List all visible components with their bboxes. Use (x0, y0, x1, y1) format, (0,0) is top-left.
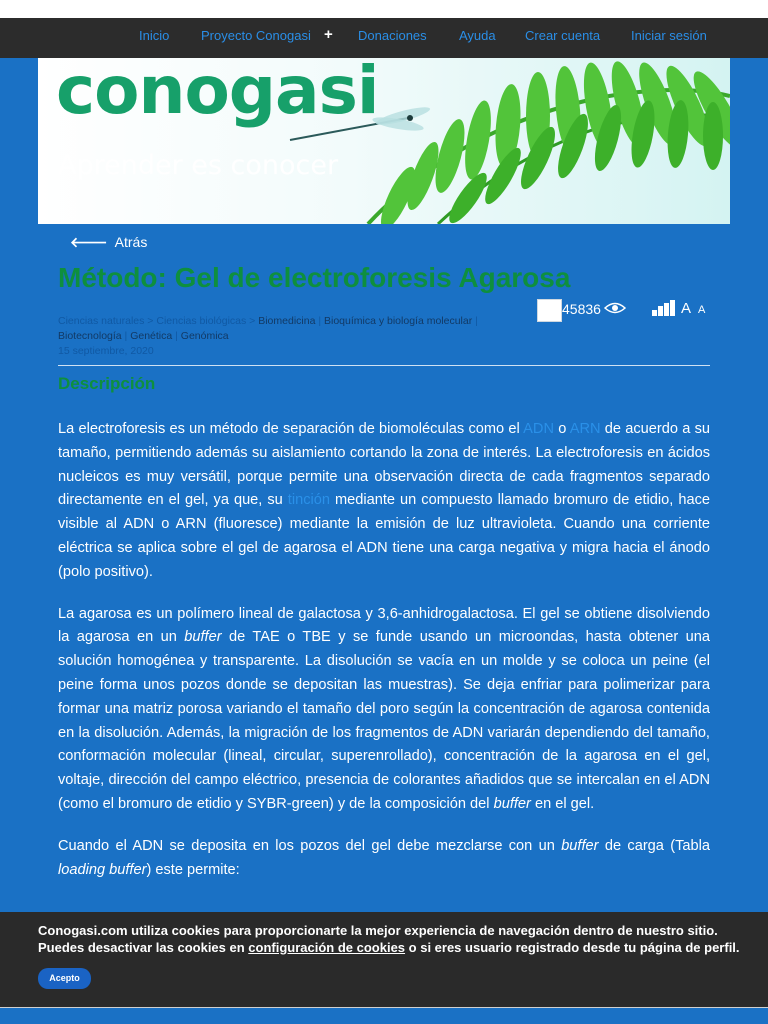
back-button[interactable] (70, 234, 147, 251)
accept-cookies-button[interactable]: Acepto (38, 968, 91, 989)
font-size-level-icon[interactable] (652, 300, 676, 316)
nav-donaciones[interactable]: Donaciones (358, 28, 427, 43)
paragraph-2: La agarosa es un polímero lineal de galactosa y 3,6-anhidrogalactosa. El gel se obtiene disolviendo la agarosa en un buffer de TAE o TBE y se funde usando un microondas, hasta obtener una solución homogénea y transparente. La disolución se vacía en un molde y se coloca un peine (el peine forma unos pozos donde se depositan las muestras). Se deja enfriar para polimerizar para formar una matriz porosa variando el tamaño del poro según la concentración de agarosa contenida en la disolución. Además, la migración de los fragmentos de ADN variarán dependiendo del tamaño, conformación molecular (lineal, circular, superenrollado), concentración de la agarosa en el gel, voltaje, dirección del campo eléctrico, presencia de colorantes añadidos que se intercalan en el ADN (como el bromuro de etidio y SYBR-green) y de la composición del buffer en el gel. (58, 605, 710, 812)
eye-icon (604, 300, 626, 316)
cookie-settings-link[interactable]: configuración de cookies (248, 940, 406, 955)
tag-bioquimica[interactable]: Bioquímica y biología molecular (323, 315, 473, 327)
arrow-left-icon: 🡐 (70, 234, 108, 250)
fern-leaves-icon (368, 58, 730, 224)
tag-biotecnologia[interactable]: Biotecnología (58, 330, 122, 342)
tag-separator: | (472, 315, 478, 327)
main-nav (0, 18, 768, 58)
view-count: 45836 (562, 301, 601, 317)
cookie-message: Conogasi.com utiliza cookies para proporcionarte la mejor experiencia de navegación dentro de nuestro sitio. Puedes desactivar las cookies en configuración de cookies o si eres usuario registrado desde tu página de perfil. (38, 923, 740, 955)
font-decrease-button[interactable]: A (698, 304, 706, 316)
nav-proyecto-conogasi[interactable]: Proyecto Conogasi (201, 28, 311, 43)
paragraph-1: La electroforesis es un método de separación de biomoléculas como el ADN o ARN de acuerdo a su tamaño, permitiendo además su aislamiento cortando la zona de interés. La electroforesis en ácidos nucleicos es muy versátil, porque permite una observación directa de cada fragmentos separado directamente en el gel, ya que, su tinción mediante un compuesto llamado bromuro de etidio, hace visible al ADN o ARN (fluoresce) mediante la emisión de luz ultravioleta. Cuando una corriente eléctrica se aplica sobre el gel de agarosa el ADN tiene una carga negativa y migra hacia el ánodo (polo positivo). (58, 421, 711, 580)
article-body (58, 418, 710, 900)
nav-iniciar-sesion[interactable]: Iniciar sesión (631, 28, 707, 43)
top-strip (0, 0, 768, 18)
tag-genomica[interactable]: Genómica (180, 330, 229, 342)
conogasi-logo[interactable]: conogasi (56, 58, 379, 129)
breadcrumb-separator: > (144, 315, 157, 327)
breadcrumb-and-tags (58, 314, 518, 329)
breadcrumb-ciencias-naturales[interactable]: Ciencias naturales (58, 315, 145, 327)
tagline: Aprender es conocer (58, 150, 339, 181)
tag-genetica[interactable]: Genética (130, 330, 173, 342)
nav-inicio[interactable]: Inicio (139, 28, 170, 43)
breadcrumb-ciencias-biologicas[interactable]: Ciencias biológicas (156, 315, 247, 327)
page-bottom (0, 1008, 768, 1024)
tag-separator: | (315, 315, 324, 327)
tag-separator: | (121, 330, 131, 342)
breadcrumb-separator: > (246, 315, 259, 327)
link-adn[interactable]: ADN (523, 421, 554, 437)
cookie-banner (0, 912, 768, 1008)
section-heading-descripcion: Descripción (58, 374, 156, 393)
tags-line-2 (58, 329, 518, 344)
author-thumbnail[interactable] (537, 299, 562, 322)
tag-biomedicina[interactable]: Biomedicina (258, 315, 316, 327)
link-arn[interactable]: ARN (569, 421, 601, 437)
nav-crear-cuenta[interactable]: Crear cuenta (525, 28, 601, 43)
publish-date: 15 septiembre, 2020 (58, 345, 154, 357)
nav-ayuda[interactable]: Ayuda (459, 28, 496, 43)
font-increase-button[interactable]: A (681, 300, 692, 317)
expand-plus-icon[interactable]: + (324, 26, 333, 43)
back-label: Atrás (114, 234, 148, 250)
divider (58, 365, 710, 366)
article-meta (58, 314, 518, 359)
header-banner[interactable] (38, 58, 730, 224)
paragraph-3: Cuando el ADN se deposita en los pozos del gel debe mezclarse con un buffer de carga (Tabla loading buffer) este permite: (58, 837, 710, 878)
link-tincion[interactable]: tinción (287, 492, 330, 509)
tag-separator: | (172, 330, 181, 342)
page-title: Método: Gel de electroforesis Agarosa (58, 262, 571, 293)
